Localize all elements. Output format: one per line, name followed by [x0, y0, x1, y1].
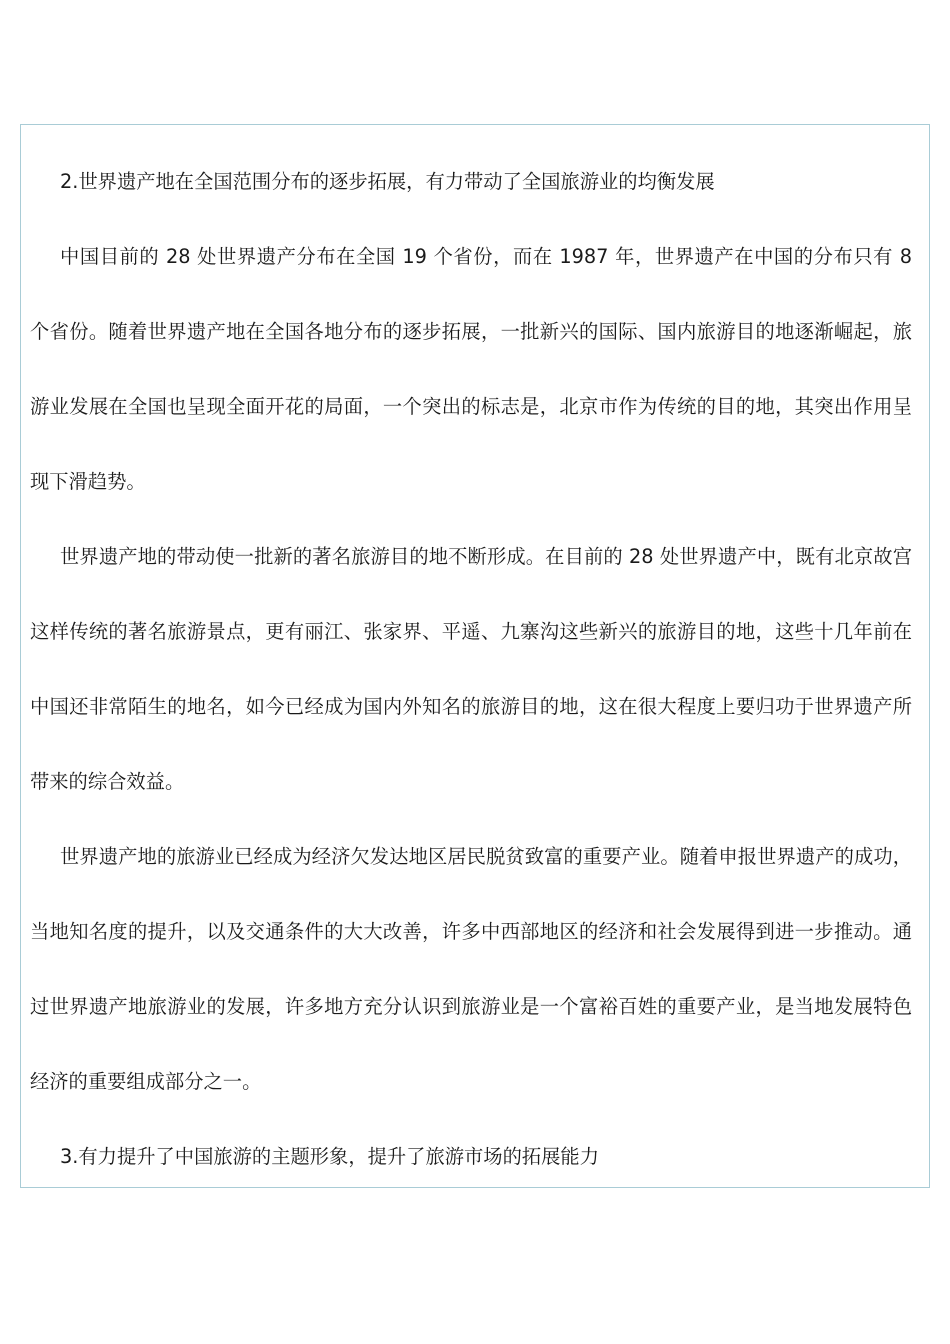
section-heading-2: 2.世界遗产地在全国范围分布的逐步拓展，有力带动了全国旅游业的均衡发展	[60, 170, 715, 193]
paragraph-poverty-alleviation: 世界遗产地的旅游业已经成为经济欠发达地区居民脱贫致富的重要产业。随着申报世界遗产的成功，当地知名度的提升，以及交通条件的大大改善，许多中西部地区的经济和社会发展得到进一步推动。通过世界遗产地旅游业的发展，许多地方充分认识到旅游业是一个富裕百姓的重要产业，是当地发展特色经济的重要组成部分之一。	[30, 845, 912, 1093]
paragraph-heritage-distribution: 中国目前的 28 处世界遗产分布在全国 19 个省份，而在 1987 年，世界遗产在中国的分布只有 8 个省份。随着世界遗产地在全国各地分布的逐步拓展，一批新兴的国际、国内旅游目的地逐渐崛起，旅游业发展在全国也呈现全面开花的局面，一个突出的标志是，北京市作为传统的目的地，其突出作用呈现下滑趋势。	[30, 245, 912, 493]
section-heading-3: 3.有力提升了中国旅游的主题形象，提升了旅游市场的拓展能力	[60, 1145, 599, 1168]
document-body	[30, 144, 912, 1194]
paragraph-new-destinations: 世界遗产地的带动使一批新的著名旅游目的地不断形成。在目前的 28 处世界遗产中，既有北京故宫这样传统的著名旅游景点，更有丽江、张家界、平遥、九寨沟这些新兴的旅游目的地，这些十几年前在中国还非常陌生的地名，如今已经成为国内外知名的旅游目的地，这在很大程度上要归功于世界遗产所带来的综合效益。	[30, 545, 912, 793]
